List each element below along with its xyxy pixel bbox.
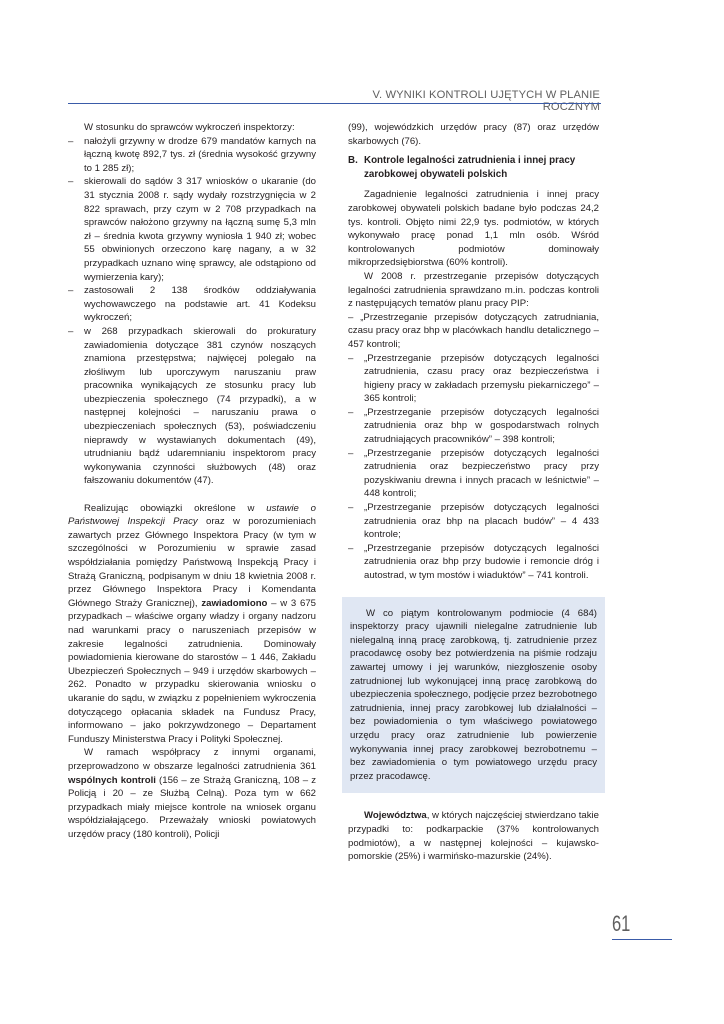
voivodeships-paragraph [348, 809, 599, 863]
left-column [68, 121, 316, 841]
text-span: Realizując obowiązki określone w [84, 502, 267, 514]
section-letter: B. [348, 155, 358, 167]
list-item: – skierowali do sądów 3 317 wniosków o ukaranie (do 31 stycznia 2008 r. sądy wydały rozstrzygnięcia w 2 822 sprawach, przy czym w 2 708 przypadkach na sprawców nałożono grzywny na łączną sumę 5,3 mln zł – średnia kwota grzywny wyniosła 1 940 zł; wobec 55 obwinionych orzeczono karę nagany, a w 32 przypadkach uznano winę sprawcy, ale odstąpiono od wymierzenia kary); [68, 175, 316, 284]
paragraph-gap [68, 488, 316, 502]
bold-text: Województwa [364, 810, 427, 822]
text-span: W ramach współpracy z innymi organami, przeprowadzono w obszarze legalności zatrudnienia 361 [68, 747, 316, 772]
footer-rule [612, 939, 672, 940]
notification-paragraph [68, 502, 316, 747]
topic-first-item: – „Przestrzeganie przepisów dotyczących zatrudniania, czasu pracy oraz bhp w placówkach handlu detalicznego – 457 kontroli; [348, 311, 599, 350]
sanctions-list [68, 135, 316, 488]
text-span: – w 3 675 przypadkach – właściwe organy władzy i organy nadzoru nad warunkami pracy o naruszeniach przepisów w zakresie legalności zatrudnienia. Dominowały powiadomienia kierowane do starostów – 1 446, Zakładu Ubezpieczeń Społecznych – 949 i urzędów skarbowych – 262. Ponadto w przypadku skierowania wniosku o ukaranie do sądu, w związku z popełnieniem wykroczenia dotyczącego opłacania składek na Fundusz Pracy, informowano – jako pokrzywdzonego – Departament Funduszy Ministerstwa Pracy i Polityki Społecznej. [68, 597, 316, 745]
intro-paragraph: W stosunku do sprawców wykroczeń inspektorzy: [84, 122, 295, 133]
section-heading [348, 154, 599, 181]
topics-intro-paragraph: W 2008 r. przestrzeganie przepisów dotyczących legalności zatrudnienia sprawdzano m.in. podczas kontroli z następujących tematów planu pracy PIP: [348, 270, 599, 310]
cooperation-paragraph [68, 746, 316, 841]
right-column [348, 121, 599, 864]
section-paragraph: Zagadnienie legalności zatrudnienia i innej pracy zarobkowej obywateli polskich badane było podczas 24,2 tys. kontroli. Objęto nimi 22,9 tys. podmiotów, w których wykonywało pracę ponad 1,1 mln osób. Wśród kontrolowanych podmiotów dominowały mikroprzedsiębiorstwa (60% kontroli). [348, 189, 599, 269]
list-item: – „Przestrzeganie przepisów dotyczących legalności zatrudnienia oraz bhp na placach budów” – 4 433 kontrole; [348, 501, 599, 542]
list-item: – w 268 przypadkach skierowali do prokuratury zawiadomienia dotyczące 381 czynów noszących znamiona przestępstwa; najwięcej polegało na złośliwym lub uporczywym naruszaniu praw pracownika wynikających ze stosunku pracy lub ubezpieczenia społecznego (74 przypadki), a w następnej kolejności – naruszaniu prawa o ubezpieczeniach społecznych (53), poświadczeniu nieprawdy w wystawianych dokumentach (49), utrudnianiu bądź udaremnianiu inspektorom pracy wykonywania czynności służbowych (48) oraz fałszowaniu dokumentów (47). [68, 325, 316, 488]
italic-text: ustawie o Państwowej Inspekcji Pracy [68, 502, 317, 528]
page-number: 61 [612, 911, 631, 936]
topics-list [348, 352, 599, 583]
running-header: V. WYNIKI KONTROLI UJĘTYCH W PLANIE ROCZNYM [372, 89, 600, 113]
highlight-text: W co piątym kontrolowanym podmiocie (4 684) inspektorzy pracy ujawnili nielegalne zatrudnienie lub nielegalną inną pracę zarobkową, tj. zatrudnienie przez pracodawcę osoby bez potwierdzenia na piśmie rodzaju zawartej umowy i jej warunków, niezgłoszenie osoby zatrudnionej lub wykonującej inną pracę zarobkową do ubezpieczenia społecznego, podjęcie przez bezrobotnego zatrudnienia, innej pracy zarobkowej lub działalności – bez powiadomienia o tym właściwego powiatowego urzędu pracy oraz zatrudnienie lub powierzenie wykonywania innej pracy zarobkowej bezrobotnemu – bez zawiadomienia o tym powiatowego urzędu pracy przez pracodawcę. [350, 607, 597, 782]
header-rule [68, 103, 601, 104]
list-item: – „Przestrzeganie przepisów dotyczących legalności zatrudnienia oraz bhp w gospodarstwach rolnych zatrudniających pracowników” – 398 kontroli; [348, 406, 599, 447]
list-item: – „Przestrzeganie przepisów dotyczących legalności zatrudnienia, czasu pracy oraz bezpieczeństwa i higieny pracy w zakładach przemysłu piekarniczego” – 365 kontroli; [348, 352, 599, 406]
text-span: (156 – ze Strażą Graniczną, 108 – z Policją i 20 – ze Służbą Celną). Poza tym w 662 przypadkach miały miejsce kontrole na wniosek organu współdziałającego. Przeważały wnioski powiatowych urzędów pracy (180 kontroli), Policji [68, 774, 317, 840]
list-item: – zastosowali 2 138 środków oddziaływania wychowawczego na podstawie art. 41 Kodeksu wykroczeń; [68, 284, 316, 325]
list-item: – „Przestrzeganie przepisów dotyczących legalności zatrudnienia oraz bezpieczeństwo pracy przy pozyskiwaniu drewna i innych pracach w leśnictwie” – 448 kontroli; [348, 447, 599, 501]
list-item: – „Przestrzeganie przepisów dotyczących legalności zatrudnienia oraz bhp przy budowie i remoncie dróg i autostrad, w tym mostów i wiaduktów” – 741 kontroli. [348, 542, 599, 583]
text-span: , w których najczęściej stwierdzano takie przypadki to: podkarpackie (37% kontrolowanych podmiotów), a w następnej kolejności – kujawsko-pomorskie (25%) i warmińsko-mazurskie (24%). [348, 810, 599, 863]
bold-text: wspólnych kontroli [68, 774, 156, 786]
section-title: Kontrole legalności zatrudnienia i innej pracy zarobkowej obywateli polskich [364, 155, 576, 180]
highlight-box [342, 597, 605, 794]
text-span: oraz w porozumieniach zawartych przez Głównego Inspektora Pracy (w tym w szczególności w Porozumieniu w sprawie zasad współdziałania pomiędzy Państwową Inspekcją Pracy i Strażą Graniczną, podpisanym w dniu 18 kwietnia 2008 r. przez Głównego Inspektora Pracy i Komendanta Głównego Straży Granicznej), [68, 516, 316, 609]
bold-text: zawiadomiono [201, 597, 268, 609]
continuation-paragraph: (99), wojewódzkich urzędów pracy (87) oraz urzędów skarbowych (76). [348, 122, 599, 147]
list-item: – nałożyli grzywny w drodze 679 mandatów karnych na łączną kwotę 892,7 tys. zł (średnia wysokość grzywny to 1 285 zł); [68, 135, 316, 176]
